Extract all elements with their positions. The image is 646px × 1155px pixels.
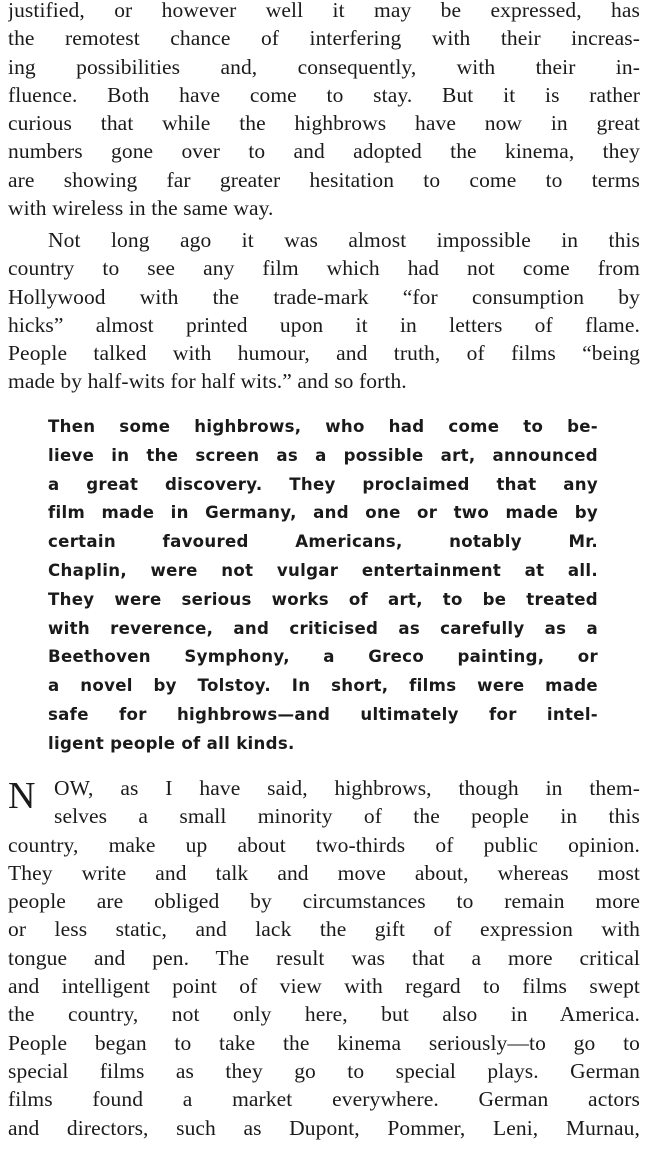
text-line: and intelligent point of view with regard to films swept — [8, 974, 640, 999]
text-line: Hollywood with the trade-mark “for consumption by — [8, 284, 640, 309]
quote-line: Then some highbrows, who had come to be- — [48, 417, 598, 436]
text-line: OW, as I have said, highbrows, though in them- — [54, 776, 640, 800]
paragraph-3 — [8, 774, 640, 1142]
text-line: with wireless in the same way. — [8, 196, 274, 221]
quote-line: certain favoured Americans, notably Mr. — [48, 532, 598, 552]
text-line: or less static, and lack the gift of expression with — [8, 917, 640, 942]
text-line: fluence. Both have come to stay. But it is rather — [8, 82, 640, 107]
pull-quote — [48, 413, 598, 759]
text-line: hicks” almost printed upon it in letters of flame. — [8, 312, 640, 337]
paragraph-2 — [8, 226, 640, 396]
quote-line: safe for highbrows—and ultimately for intel- — [48, 704, 598, 724]
text-line: They write and talk and move about, whereas most — [8, 860, 640, 885]
quote-line: film made in Germany, and one or two made by — [48, 503, 598, 523]
text-line: the remotest chance of interfering with their increas- — [8, 26, 640, 51]
quote-line: a great discovery. They proclaimed that any — [48, 474, 598, 494]
text-line: People began to take the kinema seriously—to go to — [8, 1030, 640, 1055]
quote-line: ligent people of all kinds. — [48, 733, 295, 753]
text-line: tongue and pen. The result was that a more critical — [8, 945, 640, 970]
text-line: justified, or however well it may be expressed, has — [8, 0, 640, 22]
paragraph-1 — [8, 0, 640, 222]
quote-line: a novel by Tolstoy. In short, films were made — [48, 676, 598, 696]
text-line: and directors, such as Dupont, Pommer, Leni, Murnau, — [8, 1115, 640, 1140]
quote-line: They were serious works of art, to be treated — [48, 589, 598, 609]
text-line: curious that while the highbrows have now in great — [8, 111, 640, 136]
text-line: selves a small minority of the people in this — [54, 804, 640, 829]
text-line: are showing far greater hesitation to come to terms — [8, 167, 640, 192]
text-line: films found a market everywhere. German actors — [8, 1087, 640, 1112]
quote-line: lieve in the screen as a possible art, announced — [48, 445, 598, 465]
text-line: country, make up about two-thirds of public opinion. — [8, 832, 640, 857]
quote-line: with reverence, and criticised as carefully as a — [48, 618, 598, 638]
text-line: ing possibilities and, consequently, with their in- — [8, 54, 640, 79]
text-line: numbers gone over to and adopted the kinema, they — [8, 139, 640, 164]
drop-cap: N — [8, 775, 36, 817]
quote-line: Beethoven Symphony, a Greco painting, or — [48, 647, 598, 667]
text-line: Not long ago it was almost impossible in this — [48, 228, 640, 252]
quote-line: Chaplin, were not vulgar entertainment at all. — [48, 560, 598, 580]
text-line: people are obliged by circumstances to remain more — [8, 889, 640, 914]
text-line: the country, not only here, but also in America. — [8, 1002, 640, 1027]
text-line: made by half-wits for half wits.” and so forth. — [8, 369, 407, 394]
text-line: People talked with humour, and truth, of films “being — [8, 341, 640, 366]
text-line: country to see any film which had not come from — [8, 256, 640, 281]
text-line: special films as they go to special plays. German — [8, 1058, 640, 1083]
